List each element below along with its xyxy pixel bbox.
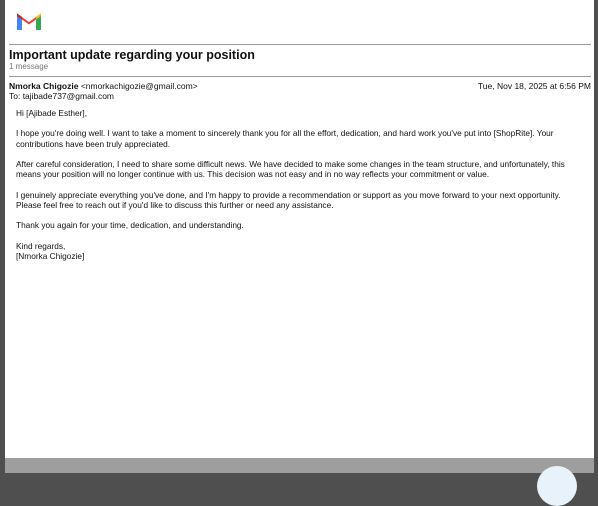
email-body	[16, 108, 582, 271]
sender-name: Nmorka Chigozie	[9, 81, 79, 91]
floating-action-button[interactable]	[537, 466, 577, 506]
email-subject: Important update regarding your position	[9, 48, 255, 62]
body-paragraph: Thank you again for your time, dedication, and understanding.	[16, 220, 244, 231]
recipient-line: To: tajibade737@gmail.com	[9, 91, 115, 101]
body-paragraph: I genuinely appreciate everything you've done, and I'm happy to provide a recommendation or support as you move forward to your next opportunity. Please feel free to reach out if you'd like to discuss this further or need any assistance.	[16, 189, 561, 210]
message-count: 1 message	[9, 62, 49, 71]
subject-divider	[9, 76, 591, 77]
greeting: Hi [Ajibade Esther],	[16, 108, 88, 118]
viewer-bottom-bar	[5, 458, 594, 473]
sender-email[interactable]: <nmorkachigozie@gmail.com>	[80, 81, 198, 91]
body-paragraph: I hope you're doing well. I want to take a moment to sincerely thank you for all the effort, dedication, and hard work you've put into [ShopRite]. Your contributions have been truly appreciated.	[16, 128, 554, 149]
sender-line	[9, 81, 198, 91]
gmail-logo-icon	[15, 10, 43, 32]
closing: Kind regards,	[16, 240, 66, 251]
body-paragraph: After careful consideration, I need to share some difficult news. We have decided to make some changes in the team structure, and unfortunately, this means your position will no longer continue with us. This decision was not easy and in no way reflects your commitment or value.	[16, 158, 565, 180]
header-divider	[9, 44, 591, 45]
sent-date: Tue, Nov 18, 2025 at 6:56 PM	[477, 81, 591, 91]
signature: [Nmorka Chigozie]	[16, 250, 85, 261]
